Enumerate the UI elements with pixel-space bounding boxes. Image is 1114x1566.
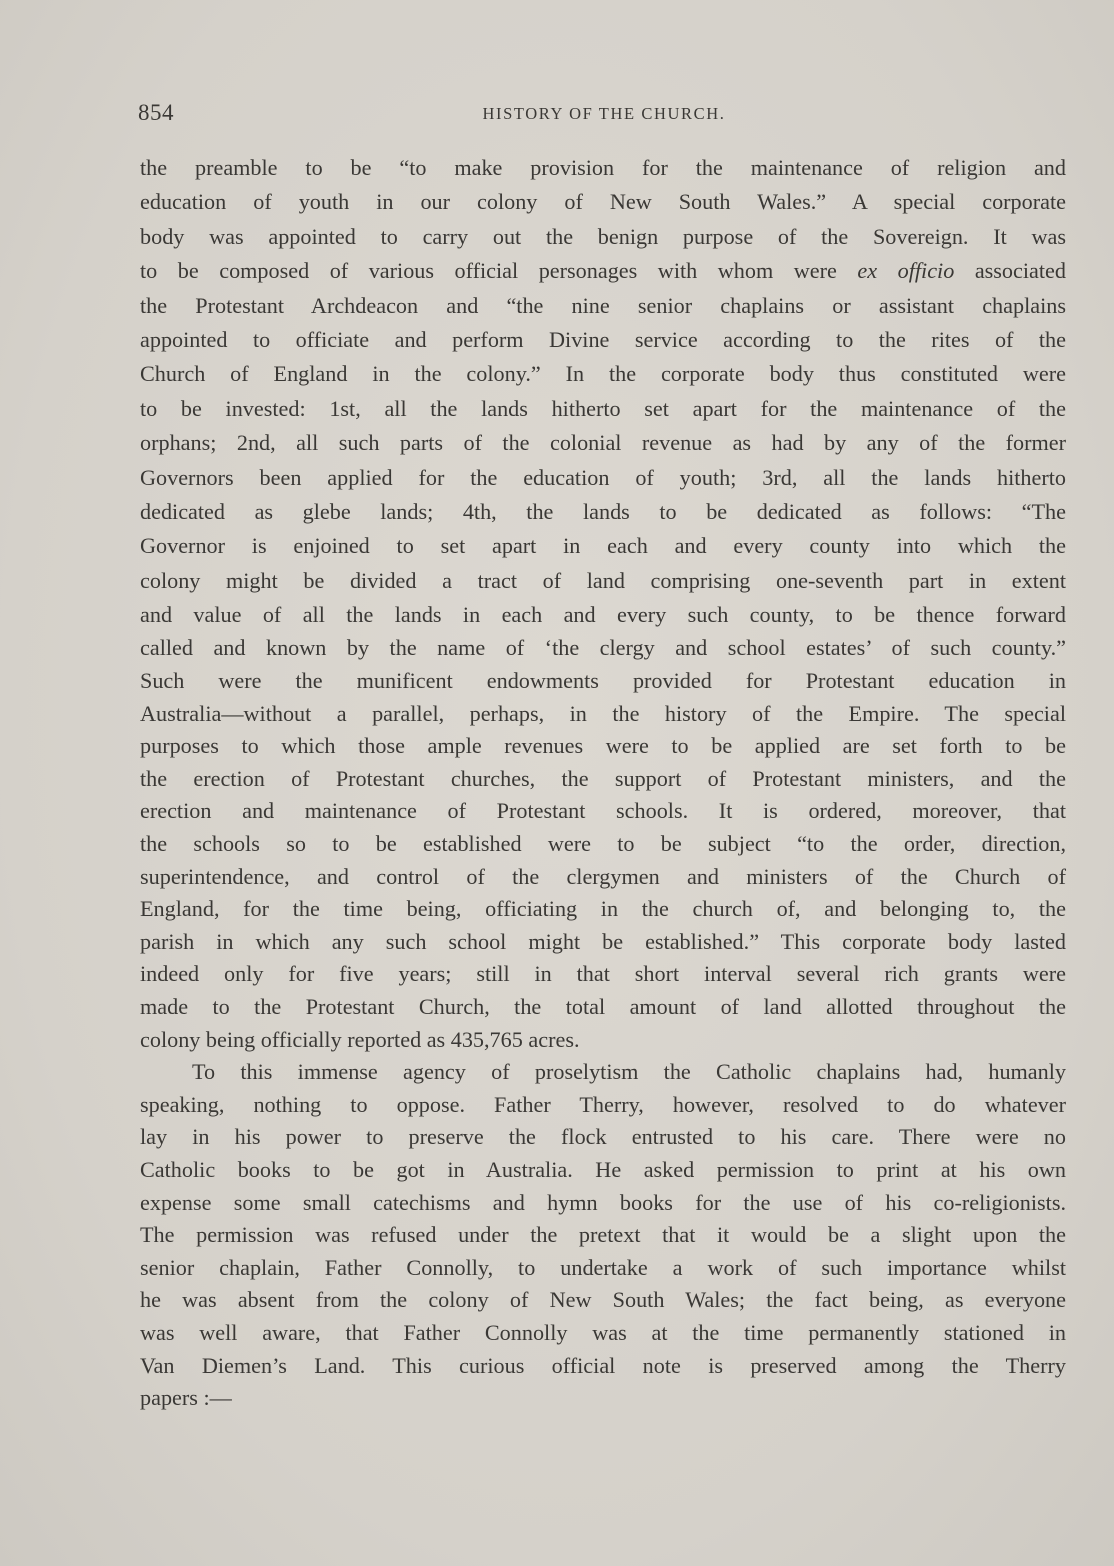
text-line: the schools so to be established were to be subject “to the order, direction, — [140, 831, 1066, 857]
text-line: body was appointed to carry out the benign purpose of the Sovereign. It was — [140, 223, 1066, 249]
running-title: HISTORY OF THE CHURCH. — [482, 104, 726, 123]
text-line: Australia—without a parallel, perhaps, in the history of the Empire. The special — [140, 700, 1066, 726]
text-line: parish in which any such school might be established.” This corporate body lasted — [140, 928, 1066, 954]
page-number: 854 — [138, 100, 174, 125]
text-line: papers :— — [140, 1385, 232, 1411]
body-text — [140, 151, 1066, 1415]
text-line: education of youth in our colony of New South Wales.” A special corporate — [140, 189, 1066, 215]
text-line: Governor is enjoined to set apart in each and every county into which the — [140, 533, 1066, 559]
text-line: orphans; 2nd, all such parts of the colonial revenue as had by any of the former — [140, 430, 1066, 456]
text-line: indeed only for five years; still in that short interval several rich grants were — [140, 961, 1066, 987]
text-line: was well aware, that Father Connolly was at the time permanently stationed in — [140, 1319, 1066, 1345]
text-segment: associated — [954, 258, 1066, 284]
text-line: superintendence, and control of the clergymen and ministers of the Church of — [140, 863, 1066, 889]
text-line: senior chaplain, Father Connolly, to undertake a work of such importance whilst — [140, 1254, 1066, 1280]
text-line: to be invested: 1st, all the lands hitherto set apart for the maintenance of the — [140, 395, 1066, 421]
text-line: made to the Protestant Church, the total amount of land allotted throughout the — [140, 994, 1066, 1019]
text-line: colony might be divided a tract of land comprising one-seventh part in extent — [140, 567, 1066, 593]
text-line: Catholic books to be got in Australia. He asked permission to print at his own — [140, 1156, 1066, 1182]
text-line: he was absent from the colony of New South Wales; the fact being, as everyone — [140, 1287, 1066, 1313]
text-line: expense some small catechisms and hymn books for the use of his co-religionists. — [140, 1189, 1066, 1215]
text-line: purposes to which those ample revenues were to be applied are set forth to be — [140, 733, 1066, 759]
text-line — [140, 254, 1066, 288]
text-line: appointed to officiate and perform Divine service according to the rites of the — [140, 326, 1066, 352]
text-line: To this immense agency of proselytism the Catholic chaplains had, humanly — [192, 1059, 1066, 1085]
text-line: speaking, nothing to oppose. Father Therry, however, resolved to do whatever — [140, 1091, 1066, 1117]
text-line: The permission was refused under the pretext that it would be a slight upon the — [140, 1222, 1066, 1248]
page-header — [138, 100, 1070, 130]
text-line: called and known by the name of ‘the clergy and school estates’ of such county.” — [140, 635, 1066, 661]
text-line: and value of all the lands in each and every such county, to be thence forward — [140, 602, 1066, 628]
italic-phrase: ex officio — [857, 258, 955, 284]
text-line: Governors been applied for the education of youth; 3rd, all the lands hitherto — [140, 464, 1066, 490]
text-line: Such were the munificent endowments provided for Protestant education in — [140, 668, 1066, 694]
text-line: lay in his power to preserve the flock entrusted to his care. There were no — [140, 1124, 1066, 1150]
text-segment: to be composed of various official personages with whom were — [140, 258, 858, 284]
text-line: the preamble to be “to make provision for the maintenance of religion and — [140, 155, 1066, 180]
text-line: dedicated as glebe lands; 4th, the lands to be dedicated as follows: “The — [140, 498, 1066, 524]
text-line: the Protestant Archdeacon and “the nine senior chaplains or assistant chaplains — [140, 292, 1066, 318]
text-line: the erection of Protestant churches, the support of Protestant ministers, and the — [140, 765, 1066, 791]
text-line: colony being officially reported as 435,765 acres. — [140, 1026, 580, 1052]
text-line: Van Diemen’s Land. This curious official note is preserved among the Therry — [140, 1352, 1066, 1378]
text-line: Church of England in the colony.” In the corporate body thus constituted were — [140, 361, 1066, 387]
text-line: England, for the time being, officiating in the church of, and belonging to, the — [140, 896, 1066, 922]
text-line: erection and maintenance of Protestant schools. It is ordered, moreover, that — [140, 798, 1066, 824]
